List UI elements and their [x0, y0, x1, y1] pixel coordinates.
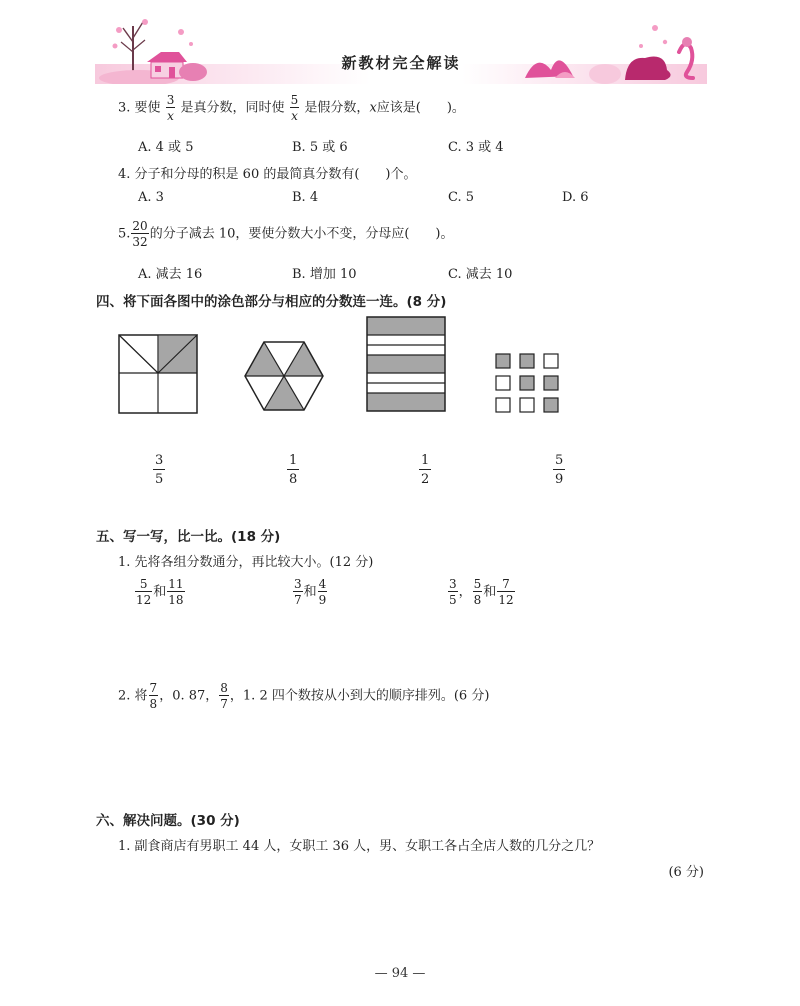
q3-option-c: C. 3 或 4 — [448, 140, 504, 155]
section-5-title: 五、写一写，比一比。(18 分) — [96, 529, 281, 545]
fraction — [149, 682, 159, 710]
denominator: 32 — [132, 235, 148, 249]
denominator: 5 — [449, 593, 457, 607]
q3-text-3: 是假分数， — [304, 100, 370, 116]
q3-fraction-2 — [290, 94, 300, 122]
numerator: 3 — [294, 577, 302, 591]
q3-number: 3. — [118, 100, 131, 116]
figure-stripes — [366, 316, 446, 412]
q4-option-d: D. 6 — [562, 190, 589, 205]
compare-group-1 — [134, 578, 186, 606]
denominator: 2 — [421, 472, 430, 487]
numerator: 5 — [555, 453, 564, 468]
denominator: 7 — [294, 593, 302, 607]
figure-square-grid — [494, 352, 562, 414]
numerator: 4 — [318, 577, 327, 591]
section-5-question-2 — [118, 682, 489, 710]
q2-rest: ，1. 2 四个数按从小到大的顺序排列。(6 分) — [229, 688, 490, 704]
q5-fraction — [131, 220, 148, 248]
numerator: 5 — [473, 577, 482, 591]
book-title: 新教材完全解读 — [341, 54, 461, 72]
page-header — [95, 12, 707, 86]
question-5 — [118, 220, 454, 248]
denominator: x — [167, 109, 174, 123]
q5-option-b: B. 增加 10 — [292, 267, 357, 282]
denominator: 8 — [289, 472, 298, 487]
section-5-question-1: 1. 先将各组分数通分，再比较大小。(12 分) — [118, 555, 374, 570]
fraction — [473, 578, 483, 606]
q3-option-a: A. 4 或 5 — [138, 140, 194, 155]
numerator: 3 — [155, 453, 164, 468]
q3-option-b: B. 5 或 6 — [292, 140, 348, 155]
fraction-label-4 — [553, 454, 565, 486]
fraction — [167, 578, 184, 606]
q2-lead: 2. 将 — [118, 688, 148, 704]
q3-text-4: 应该是( )。 — [376, 100, 465, 116]
q3-text-1: 要使 — [134, 100, 161, 116]
denominator: 8 — [473, 593, 482, 607]
denominator: 9 — [318, 593, 327, 607]
q4-option-b: B. 4 — [292, 190, 319, 205]
fraction — [135, 578, 152, 606]
figure-square-sixths — [118, 334, 198, 414]
figure-hexagon-sixths — [244, 340, 324, 412]
q5-option-a: A. 减去 16 — [138, 267, 203, 282]
numerator: 20 — [132, 219, 148, 233]
compare-group-3 — [447, 578, 516, 606]
numerator: 3 — [166, 93, 175, 107]
denominator: 5 — [155, 472, 164, 487]
fraction — [219, 682, 229, 710]
denominator: 12 — [136, 593, 152, 607]
numerator: 5 — [290, 93, 299, 107]
and-text: 和 — [303, 584, 317, 600]
denominator: x — [291, 109, 298, 123]
numerator: 1 — [421, 453, 430, 468]
section-6-question-1-score: (6 分) — [668, 865, 704, 880]
numerator: 8 — [220, 681, 228, 695]
q5-option-c: C. 减去 10 — [448, 267, 513, 282]
numerator: 1 — [289, 453, 298, 468]
fraction — [318, 578, 328, 606]
q4-option-c: C. 5 — [448, 190, 475, 205]
q4-option-a: A. 3 — [138, 190, 164, 205]
q5-text: 的分子减去 10，要使分数大小不变，分母应( )。 — [149, 226, 454, 242]
numerator: 7 — [149, 681, 158, 695]
fraction-label-3 — [419, 454, 431, 486]
q2-mid: ，0. 87， — [159, 688, 219, 704]
q5-number: 5. — [118, 226, 131, 242]
denominator: 12 — [498, 593, 514, 607]
numerator: 3 — [449, 577, 457, 591]
fraction — [497, 578, 514, 606]
fraction-label-1 — [153, 454, 165, 486]
numerator: 11 — [168, 577, 184, 591]
question-3 — [118, 94, 465, 122]
section-6-question-1: 1. 副食商店有男职工 44 人，女职工 36 人，男、女职工各占全店人数的几分之几？ — [118, 839, 601, 854]
separator: ， — [458, 584, 472, 600]
page-number: — 94 — — [374, 966, 426, 981]
q3-text-2: 是真分数，同时使 — [180, 100, 285, 116]
and-text: 和 — [483, 584, 497, 600]
house-tree-illustration — [99, 12, 209, 84]
fraction — [293, 578, 303, 606]
section-6-title: 六、解决问题。(30 分) — [96, 813, 240, 829]
numerator: 5 — [135, 578, 152, 592]
fraction — [448, 578, 458, 606]
bush-illustration — [515, 12, 707, 84]
and-text: 和 — [153, 584, 167, 600]
denominator: 7 — [220, 697, 228, 711]
section-4-title: 四、将下面各图中的涂色部分与相应的分数连一连。(8 分) — [96, 294, 447, 310]
q3-variable: x — [369, 100, 377, 116]
numerator: 7 — [497, 578, 514, 592]
fraction-label-2 — [287, 454, 299, 486]
denominator: 18 — [168, 593, 184, 607]
question-4: 4. 分子和分母的积是 60 的最简真分数有( )个。 — [118, 167, 417, 182]
compare-group-2 — [292, 578, 328, 606]
denominator: 8 — [149, 697, 158, 711]
q3-fraction-1 — [166, 94, 176, 122]
denominator: 9 — [555, 472, 564, 487]
